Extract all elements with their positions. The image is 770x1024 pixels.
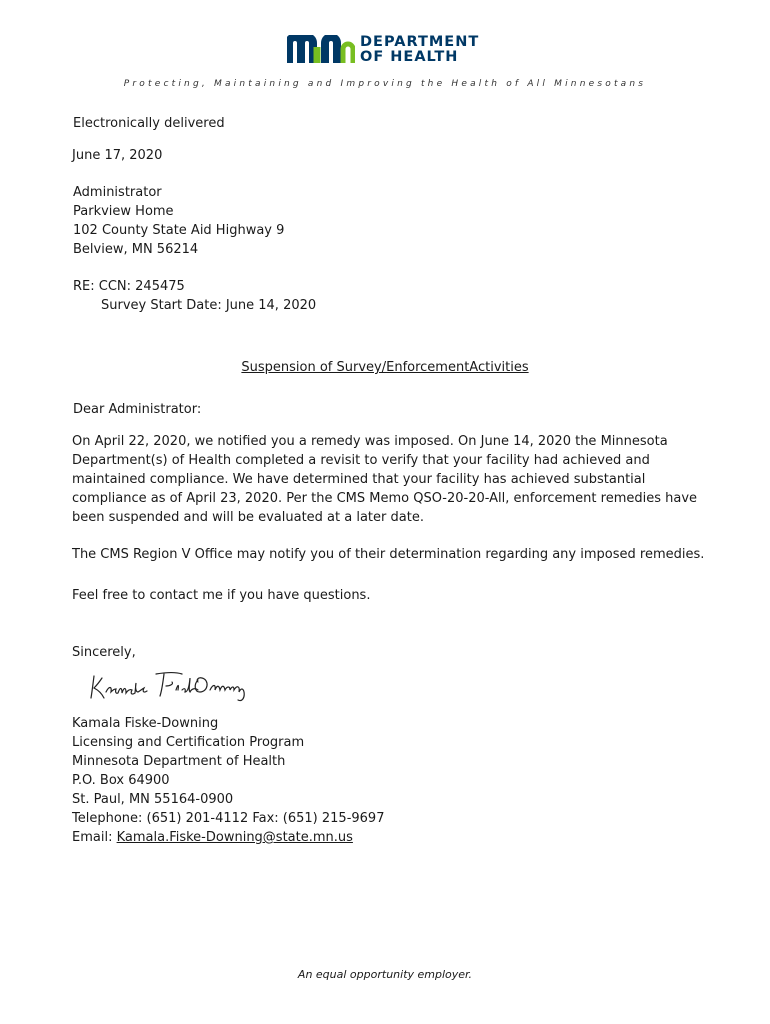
recipient-line: Administrator bbox=[73, 185, 162, 200]
logo-line-1: DEPARTMENT bbox=[360, 34, 480, 50]
signer-name: Kamala Fiske-Downing bbox=[72, 716, 219, 731]
letter-date: June 17, 2020 bbox=[72, 148, 163, 163]
logo-line-2: OF HEALTH bbox=[360, 49, 459, 65]
tagline: Protecting, Maintaining and Improving the Health of All Minnesotans bbox=[123, 79, 647, 89]
logo-text bbox=[360, 35, 479, 65]
paragraph-3: Feel free to contact me if you have questions. bbox=[72, 588, 371, 603]
recipient-line: 102 County State Aid Highway 9 bbox=[73, 223, 285, 238]
signer-city: St. Paul, MN 55164-0900 bbox=[72, 792, 234, 807]
letter-heading: Suspension of Survey/EnforcementActivities bbox=[241, 360, 529, 375]
handwritten-signature bbox=[88, 668, 263, 702]
mdh-logo bbox=[287, 35, 487, 69]
salutation: Dear Administrator: bbox=[73, 402, 202, 417]
mn-logo-icon bbox=[287, 35, 355, 65]
signature bbox=[88, 668, 263, 706]
signer-po-box: P.O. Box 64900 bbox=[72, 773, 170, 788]
signer-department: Minnesota Department of Health bbox=[72, 754, 286, 769]
recipient-line: Belview, MN 56214 bbox=[73, 242, 199, 257]
paragraph-1: On April 22, 2020, we notified you a remedy was imposed. On June 14, 2020 the Minnesota Department(s) of Health completed a revisit to verify that your facility had achieved and maintained compliance. We have determined that your facility has achieved substantial compliance as of April 23, 2020. Per the CMS Memo QSO-20-20-All, enforcement remedies have been suspended and will be evaluated at a later date. bbox=[72, 434, 698, 525]
email-link[interactable]: Kamala.Fiske-Downing@state.mn.us bbox=[116, 830, 353, 845]
footer-text: An equal opportunity employer. bbox=[297, 968, 473, 981]
paragraph-2: The CMS Region V Office may notify you of their determination regarding any imposed remedies. bbox=[72, 547, 705, 562]
signer-phone-fax: Telephone: (651) 201-4112 Fax: (651) 215-9697 bbox=[72, 811, 385, 826]
signer-program: Licensing and Certification Program bbox=[72, 735, 305, 750]
delivery-method: Electronically delivered bbox=[73, 116, 225, 131]
re-ccn: RE: CCN: 245475 bbox=[73, 279, 185, 294]
recipient-line: Parkview Home bbox=[73, 204, 174, 219]
closing: Sincerely, bbox=[72, 645, 136, 660]
signer-email-line bbox=[72, 828, 353, 847]
email-label: Email: bbox=[72, 830, 117, 845]
re-survey-date: Survey Start Date: June 14, 2020 bbox=[101, 298, 317, 313]
